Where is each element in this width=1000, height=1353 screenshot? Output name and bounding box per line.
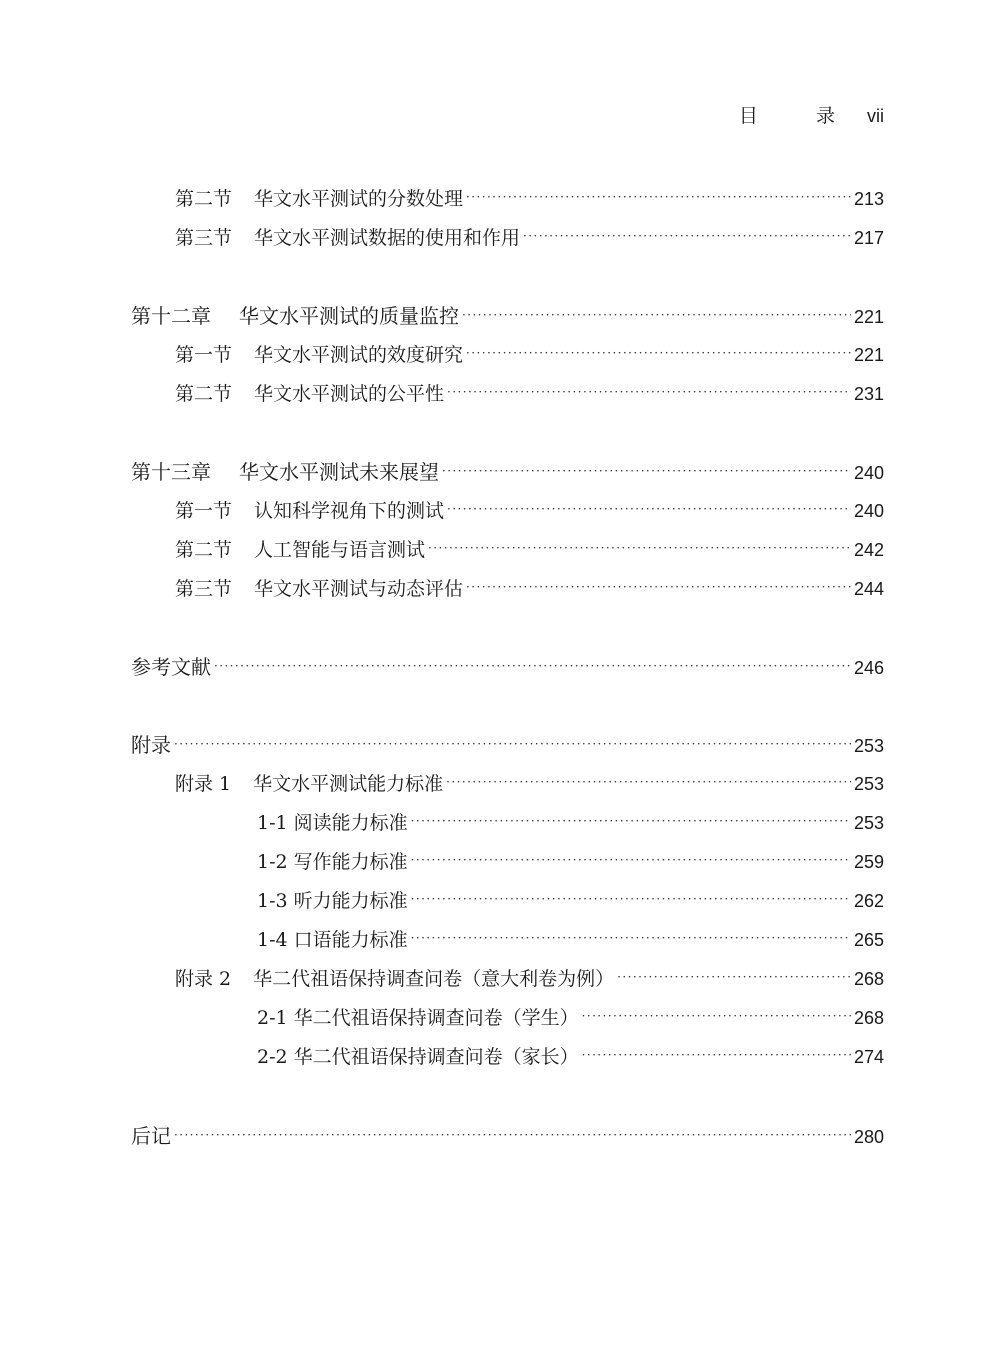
entry-number: 附录 1	[175, 773, 232, 795]
dot-leader	[447, 377, 851, 407]
toc-entry-chapter[interactable]	[131, 457, 884, 487]
entry-page: 253	[853, 774, 884, 794]
entry-number: 第三节	[175, 578, 233, 600]
entry-page: 262	[853, 891, 884, 911]
entry-page: 280	[853, 1127, 884, 1147]
dot-leader	[411, 845, 851, 875]
entry-number: 第二节	[175, 188, 233, 210]
dot-leader	[466, 338, 851, 368]
running-header	[739, 104, 884, 128]
toc-entry-chapter[interactable]	[131, 301, 884, 331]
header-title: 目 录	[738, 105, 861, 127]
entry-number: 第十二章	[131, 304, 211, 328]
toc-entry-section[interactable]	[175, 223, 884, 253]
dot-leader	[442, 456, 851, 486]
entry-number: 1-4	[257, 929, 288, 951]
entry-page: 244	[853, 579, 884, 599]
entry-number: 第二节	[175, 383, 233, 405]
dot-leader	[411, 806, 851, 836]
entry-title: 华文水平测试的质量监控	[239, 304, 459, 328]
toc-entry-references[interactable]	[131, 652, 884, 682]
entry-title: 写作能力标准	[293, 851, 408, 873]
entry-title: 华文水平测试未来展望	[239, 460, 439, 484]
dot-leader	[462, 300, 851, 330]
dot-leader	[466, 182, 851, 212]
entry-number: 2-1	[257, 1007, 288, 1029]
header-page-number: vii	[867, 106, 884, 126]
dot-leader	[428, 533, 851, 563]
dot-leader	[174, 1120, 851, 1150]
entry-page: 221	[853, 307, 884, 327]
entry-title: 附录	[131, 733, 171, 757]
entry-number: 1-3	[257, 890, 288, 912]
entry-title: 华文水平测试与动态评估	[254, 578, 464, 600]
toc-entry-section[interactable]	[175, 574, 884, 604]
entry-title: 认知科学视角下的测试	[254, 500, 445, 522]
toc-entry-section[interactable]	[175, 184, 884, 214]
toc-entry-subitem[interactable]	[257, 1042, 884, 1072]
entry-title: 阅读能力标准	[293, 812, 408, 834]
entry-page: 253	[853, 813, 884, 833]
dot-leader	[447, 494, 851, 524]
dot-leader	[411, 923, 851, 953]
entry-title: 华文水平测试的公平性	[254, 383, 445, 405]
toc-entry-appendix-item[interactable]	[175, 769, 884, 799]
entry-title: 听力能力标准	[293, 890, 408, 912]
dot-leader	[582, 1001, 851, 1031]
toc-entry-appendix[interactable]	[131, 730, 884, 760]
dot-leader	[523, 221, 851, 251]
entry-number: 第二节	[175, 539, 233, 561]
entry-page: 274	[853, 1047, 884, 1067]
entry-number: 1-2	[257, 851, 288, 873]
entry-title: 华文水平测试数据的使用和作用	[254, 227, 521, 249]
entry-title: 华二代祖语保持调查问卷（学生）	[293, 1007, 579, 1029]
entry-title: 参考文献	[131, 655, 211, 679]
entry-page: 221	[853, 345, 884, 365]
entry-number: 2-2	[257, 1046, 288, 1068]
toc-entry-afterword[interactable]	[131, 1121, 884, 1151]
entry-page: 213	[853, 189, 884, 209]
entry-title: 华文水平测试的分数处理	[254, 188, 464, 210]
entry-page: 242	[853, 540, 884, 560]
entry-page: 268	[853, 969, 884, 989]
toc-entry-subitem[interactable]	[257, 925, 884, 955]
toc-entry-section[interactable]	[175, 340, 884, 370]
entry-page: 231	[853, 384, 884, 404]
toc-entry-subitem[interactable]	[257, 886, 884, 916]
toc-entry-section[interactable]	[175, 496, 884, 526]
entry-title: 人工智能与语言测试	[254, 539, 426, 561]
entry-title: 华文水平测试能力标准	[253, 773, 444, 795]
toc-entry-subitem[interactable]	[257, 1003, 884, 1033]
entry-page: 246	[853, 658, 884, 678]
toc-entry-subitem[interactable]	[257, 847, 884, 877]
entry-page: 240	[853, 501, 884, 521]
entry-page: 265	[853, 930, 884, 950]
entry-number: 附录 2	[175, 968, 232, 990]
entry-title: 华文水平测试的效度研究	[254, 344, 464, 366]
dot-leader	[617, 962, 851, 992]
toc-entry-subitem[interactable]	[257, 808, 884, 838]
dot-leader	[174, 729, 851, 759]
toc-entry-section[interactable]	[175, 379, 884, 409]
entry-title: 后记	[131, 1124, 171, 1148]
entry-number: 第十三章	[131, 460, 211, 484]
entry-title: 华二代祖语保持调查问卷（意大利卷为例）	[253, 968, 615, 990]
dot-leader	[446, 767, 851, 797]
entry-number: 第三节	[175, 227, 233, 249]
entry-page: 217	[853, 228, 884, 248]
entry-number: 第一节	[175, 500, 233, 522]
entry-title: 口语能力标准	[293, 929, 408, 951]
entry-number: 第一节	[175, 344, 233, 366]
toc-entry-section[interactable]	[175, 535, 884, 565]
entry-number: 1-1	[257, 812, 288, 834]
dot-leader	[214, 651, 851, 681]
toc-entry-appendix-item[interactable]	[175, 964, 884, 994]
entry-title: 华二代祖语保持调查问卷（家长）	[293, 1046, 579, 1068]
entry-page: 253	[853, 736, 884, 756]
entry-page: 268	[853, 1008, 884, 1028]
dot-leader	[411, 884, 851, 914]
entry-page: 259	[853, 852, 884, 872]
dot-leader	[466, 572, 851, 602]
entry-page: 240	[853, 463, 884, 483]
dot-leader	[582, 1040, 851, 1070]
